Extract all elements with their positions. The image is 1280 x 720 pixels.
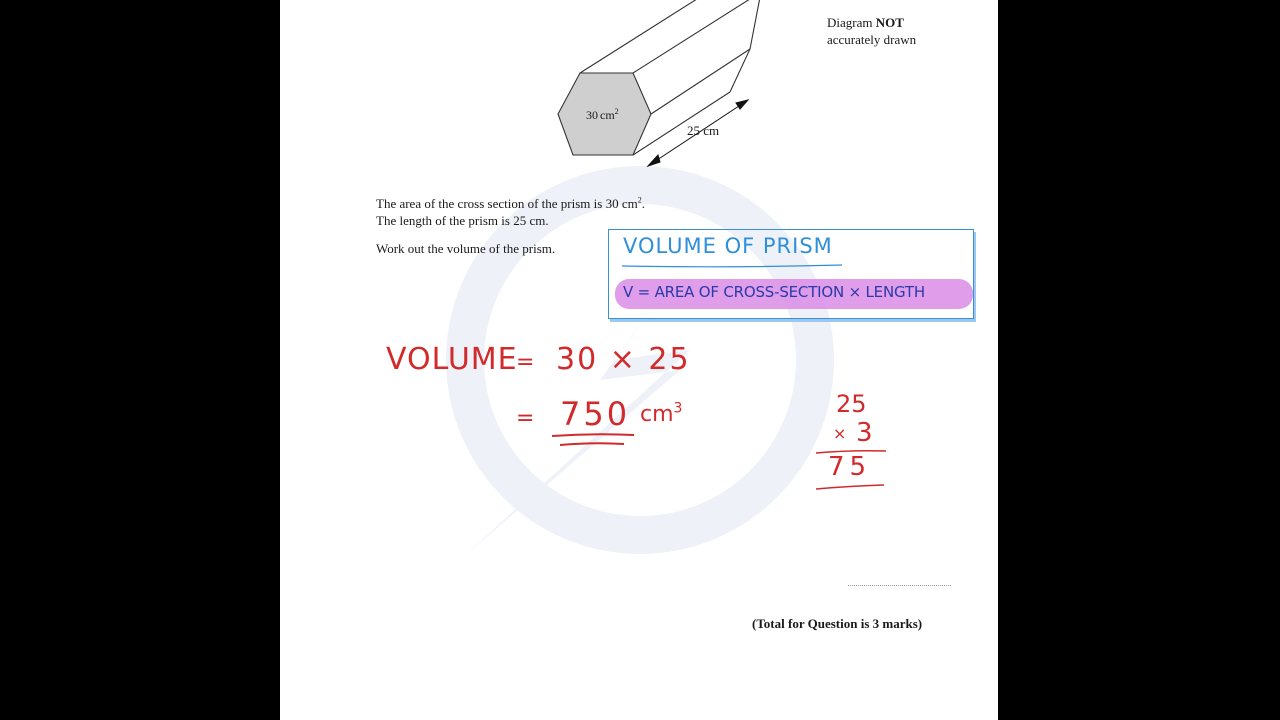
result-double-underline — [548, 430, 638, 450]
question-line-2: The length of the prism is 25 cm. — [376, 213, 549, 228]
area-label — [586, 107, 619, 123]
question-line-1 — [376, 196, 645, 212]
working-equals-1: = — [516, 350, 535, 375]
working-result-unit — [640, 402, 682, 427]
answer-line — [848, 585, 951, 586]
question-line-1-end: . — [641, 196, 645, 211]
area-power: 2 — [614, 107, 619, 116]
note-bold: NOT — [875, 15, 904, 30]
side-calc-result: 75 — [828, 452, 872, 482]
question-line-1-power: 2 — [637, 195, 642, 205]
working-equals-2: = — [516, 406, 535, 431]
question-line-1-text: The area of the cross section of the prism is 30 cm — [376, 196, 638, 211]
worksheet-page — [280, 0, 998, 720]
area-value: 30 — [586, 108, 598, 122]
side-calc-operator: × — [833, 424, 847, 443]
diagram-note — [827, 14, 916, 48]
total-marks: (Total for Question is 3 marks) — [752, 616, 923, 631]
length-label: 25 cm — [687, 123, 720, 138]
note-suffix: accurately drawn — [827, 32, 917, 47]
side-calc-multiplier: 3 — [856, 418, 873, 448]
working-expression: 30 × 25 — [556, 342, 691, 377]
area-unit: cm — [600, 108, 615, 122]
working-unit-text: cm — [640, 402, 674, 427]
formula-heading: VOLUME OF PRISM — [623, 234, 833, 258]
side-calc-top: 25 — [836, 390, 867, 418]
working-label: VOLUME — [386, 342, 518, 377]
working-result-value: 750 — [560, 395, 631, 433]
question-line-3: Work out the volume of the prism. — [376, 241, 556, 256]
prism-diagram — [550, 0, 760, 175]
heading-underline — [620, 263, 845, 269]
working-unit-power: 3 — [673, 400, 683, 417]
formula-text: V = AREA OF CROSS-SECTION × LENGTH — [623, 283, 925, 301]
note-prefix: Diagram — [827, 15, 873, 30]
